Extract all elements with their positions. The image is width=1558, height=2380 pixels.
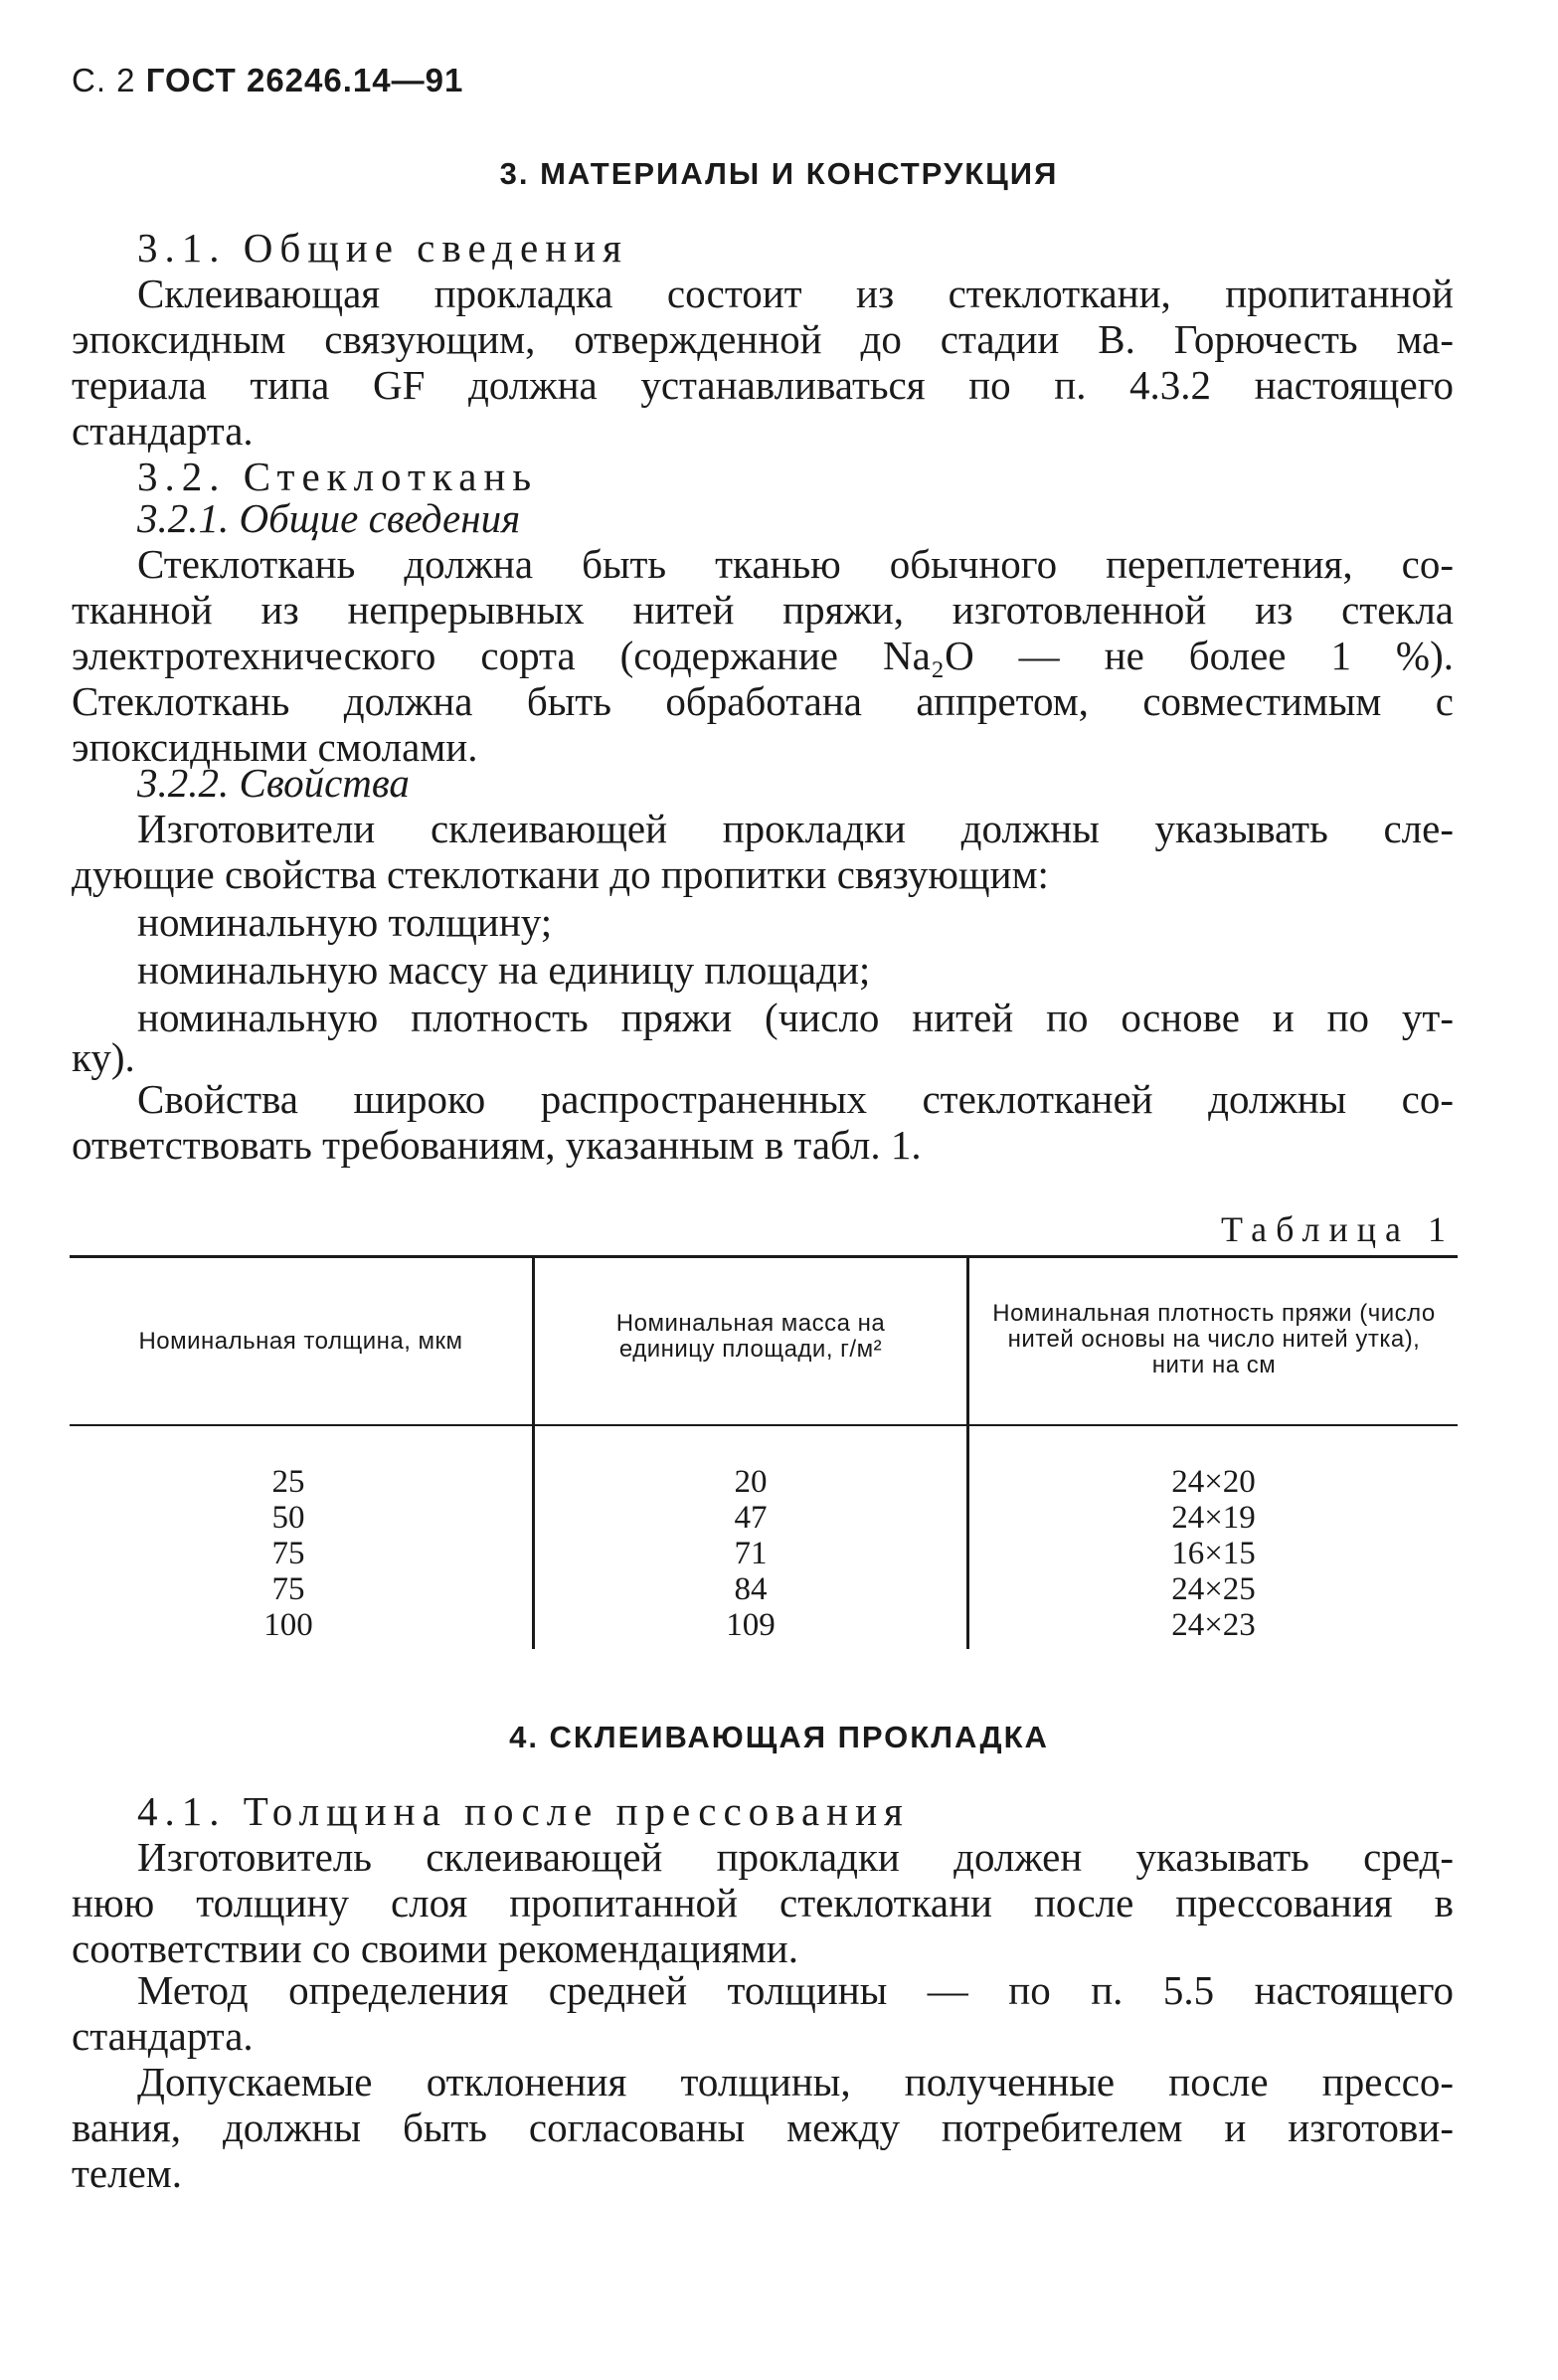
table-top-rule <box>70 1255 1458 1258</box>
page-ref: С. 2 <box>72 62 136 98</box>
paragraph-line: Метод определения средней толщины — по п. 5.5 настоящего <box>137 1967 1454 2013</box>
clause-3-1-heading: 3.1. Общие сведения <box>137 225 628 271</box>
paragraph-line: стандарта. <box>72 2013 254 2059</box>
running-head <box>72 58 463 103</box>
clause-4-1-heading: 4.1. Толщина после прессования <box>137 1788 910 1834</box>
table-cell: 100 <box>263 1607 313 1643</box>
clause-3-2-heading: 3.2. Стеклоткань <box>137 454 539 499</box>
table-cell: 24×20 <box>1171 1464 1256 1500</box>
paragraph-line: териала типа GF должна устанавливаться по п. 4.3.2 настоящего <box>72 362 1454 408</box>
column-thickness-values <box>70 1464 507 1643</box>
column-header-mass: Номинальная масса на единицу площади, г/м² <box>615 1310 886 1363</box>
table-cell: 25 <box>271 1464 305 1500</box>
table-cell: 20 <box>734 1464 768 1500</box>
table-header-rule <box>70 1424 1458 1426</box>
paragraph-line: электротехнического сорта (содержание Na₂O — не более 1 %). <box>72 633 1454 678</box>
paragraph-line: Стеклоткань должна быть тканью обычного переплетения, со- <box>137 541 1454 587</box>
table-cell: 71 <box>734 1536 768 1571</box>
table-cell: 47 <box>734 1500 768 1536</box>
paragraph-line: эпоксидным связующим, отвержденной до стадии В. Горючесть ма- <box>72 316 1454 362</box>
paragraph-line: ответствовать требованиям, указанным в табл. 1. <box>72 1122 922 1168</box>
paragraph-line: стандарта. <box>72 408 254 454</box>
table-caption: Таблица 1 <box>1221 1209 1455 1249</box>
table-cell: 75 <box>271 1536 305 1571</box>
table-cell: 24×23 <box>1171 1607 1256 1643</box>
column-header-thickness: Номинальная толщина, мкм <box>138 1328 463 1355</box>
column-mass-values <box>535 1464 966 1643</box>
table-1 <box>70 1255 1458 1649</box>
table-cell: 109 <box>726 1607 776 1643</box>
list-item: ку). <box>72 1034 135 1080</box>
paragraph-line: Изготовитель склеивающей прокладки должен указывать сред- <box>137 1834 1454 1880</box>
standard-number: ГОСТ 26246.14—91 <box>145 62 464 98</box>
paragraph-line: эпоксидными смолами. <box>72 724 478 770</box>
paragraph-line: Свойства широко распространенных стеклотканей должны со- <box>137 1076 1454 1122</box>
table-cell: 24×25 <box>1171 1571 1256 1607</box>
list-item: номинальную плотность пряжи (число нитей по основе и по ут- <box>137 995 1454 1040</box>
paragraph-line: телем. <box>72 2150 182 2196</box>
paragraph-line: нюю толщину слоя пропитанной стеклоткани после прессования в <box>72 1880 1454 1925</box>
list-item: номинальную массу на единицу площади; <box>137 947 871 993</box>
paragraph-line: вания, должны быть согласованы между потребителем и изготови- <box>72 2105 1454 2150</box>
paragraph-line: дующие свойства стеклоткани до пропитки связующим: <box>72 851 1049 897</box>
paragraph-line: Допускаемые отклонения толщины, полученные после прессо- <box>137 2059 1454 2105</box>
section-3-title: 3. МАТЕРИАЛЫ И КОНСТРУКЦИЯ <box>499 156 1059 191</box>
clause-3-2-1-heading: 3.2.1. Общие сведения <box>137 495 521 541</box>
column-header-density: Номинальная плотность пряжи (число нитей основы на число нитей утка), нити на см <box>992 1300 1436 1378</box>
paragraph-line: тканной из непрерывных нитей пряжи, изготовленной из стекла <box>72 587 1454 633</box>
section-4-title: 4. СКЛЕИВАЮЩАЯ ПРОКЛАДКА <box>509 1720 1049 1754</box>
table-cell: 24×19 <box>1171 1500 1256 1536</box>
table-cell: 50 <box>271 1500 305 1536</box>
paragraph-line: соответствии со своими рекомендациями. <box>72 1925 798 1971</box>
paragraph-line: Изготовители склеивающей прокладки должны указывать сле- <box>137 806 1454 851</box>
paragraph-line: Склеивающая прокладка состоит из стеклоткани, пропитанной <box>137 271 1454 316</box>
column-density-values <box>969 1464 1458 1643</box>
table-cell: 84 <box>734 1571 768 1607</box>
paragraph-line: Стеклоткань должна быть обработана аппретом, совместимым с <box>72 678 1454 724</box>
list-item: номинальную толщину; <box>137 899 553 945</box>
table-cell: 75 <box>271 1571 305 1607</box>
table-cell: 16×15 <box>1171 1536 1256 1571</box>
clause-3-2-2-heading: 3.2.2. Свойства <box>137 760 410 806</box>
